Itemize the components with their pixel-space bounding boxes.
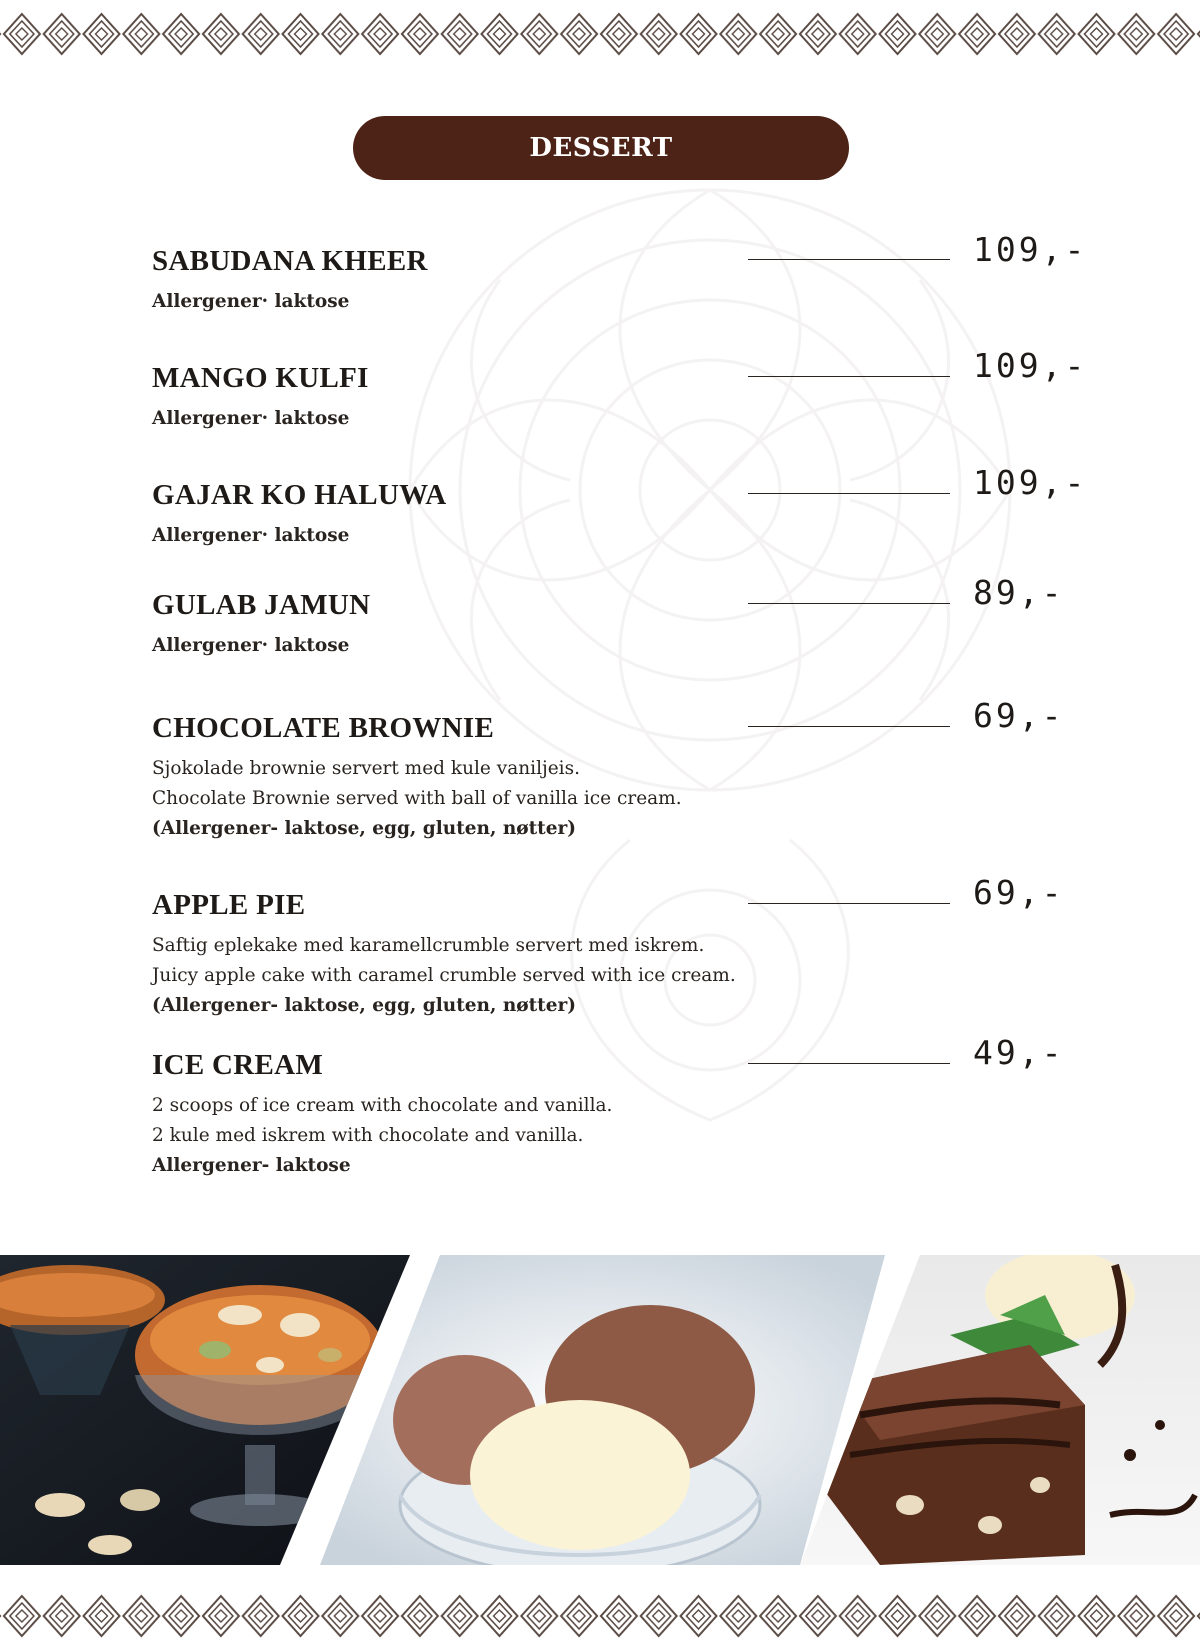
- price-leader-line: [748, 726, 950, 727]
- item-description-en: 2 scoops of ice cream with chocolate and vanilla.: [152, 1095, 613, 1116]
- item-name: GULAB JAMUN: [152, 589, 371, 621]
- item-allergens: Allergener- laktose: [152, 1155, 351, 1176]
- item-price: 69,-: [973, 873, 1065, 912]
- item-name: SABUDANA KHEER: [152, 245, 428, 277]
- section-title: DESSERT: [529, 133, 673, 163]
- item-allergens: (Allergener- laktose, egg, gluten, nøtter): [152, 995, 576, 1016]
- item-price: 49,-: [973, 1033, 1065, 1072]
- item-allergens: Allergener· laktose: [152, 525, 350, 546]
- item-name: GAJAR KO HALUWA: [152, 479, 447, 511]
- item-allergens: (Allergener- laktose, egg, gluten, nøtter): [152, 818, 576, 839]
- item-allergens: Allergener· laktose: [152, 291, 350, 312]
- price-leader-line: [748, 493, 950, 494]
- price-leader-line: [748, 376, 950, 377]
- price-leader-line: [748, 259, 950, 260]
- item-price: 69,-: [973, 696, 1065, 735]
- menu-item-chocolate-brownie: [152, 710, 1052, 844]
- item-name: MANGO KULFI: [152, 362, 369, 394]
- price-leader-line: [748, 903, 950, 904]
- item-price: 109,-: [973, 346, 1088, 385]
- item-name: ICE CREAM: [152, 1049, 324, 1081]
- bottom-diamond-border: [0, 1594, 1200, 1638]
- menu-item-ice-cream: [152, 1047, 1052, 1181]
- item-description-en: Chocolate Brownie served with ball of vanilla ice cream.: [152, 788, 682, 809]
- item-price: 109,-: [973, 230, 1088, 269]
- item-price: 109,-: [973, 463, 1088, 502]
- section-title-banner: [353, 116, 849, 180]
- menu-item-mango-kulfi: [152, 360, 1052, 434]
- menu-item-apple-pie: [152, 887, 1052, 1021]
- price-leader-line: [748, 603, 950, 604]
- item-description-en: Juicy apple cake with caramel crumble served with ice cream.: [152, 965, 736, 986]
- item-description-no: Sjokolade brownie servert med kule vaniljeis.: [152, 758, 580, 779]
- dessert-photo-strip: [0, 1255, 1200, 1565]
- price-leader-line: [748, 1063, 950, 1064]
- item-allergens: Allergener· laktose: [152, 635, 350, 656]
- item-price: 89,-: [973, 573, 1065, 612]
- item-name: CHOCOLATE BROWNIE: [152, 712, 495, 744]
- item-description-no: 2 kule med iskrem with chocolate and vanilla.: [152, 1125, 584, 1146]
- item-name: APPLE PIE: [152, 889, 306, 921]
- item-description-no: Saftig eplekake med karamellcrumble servert med iskrem.: [152, 935, 705, 956]
- menu-item-gulab-jamun: [152, 587, 1052, 661]
- top-diamond-border: [0, 12, 1200, 56]
- item-allergens: Allergener· laktose: [152, 408, 350, 429]
- menu-item-sabudana-kheer: [152, 243, 1052, 317]
- menu-item-gajar-ko-haluwa: [152, 477, 1052, 551]
